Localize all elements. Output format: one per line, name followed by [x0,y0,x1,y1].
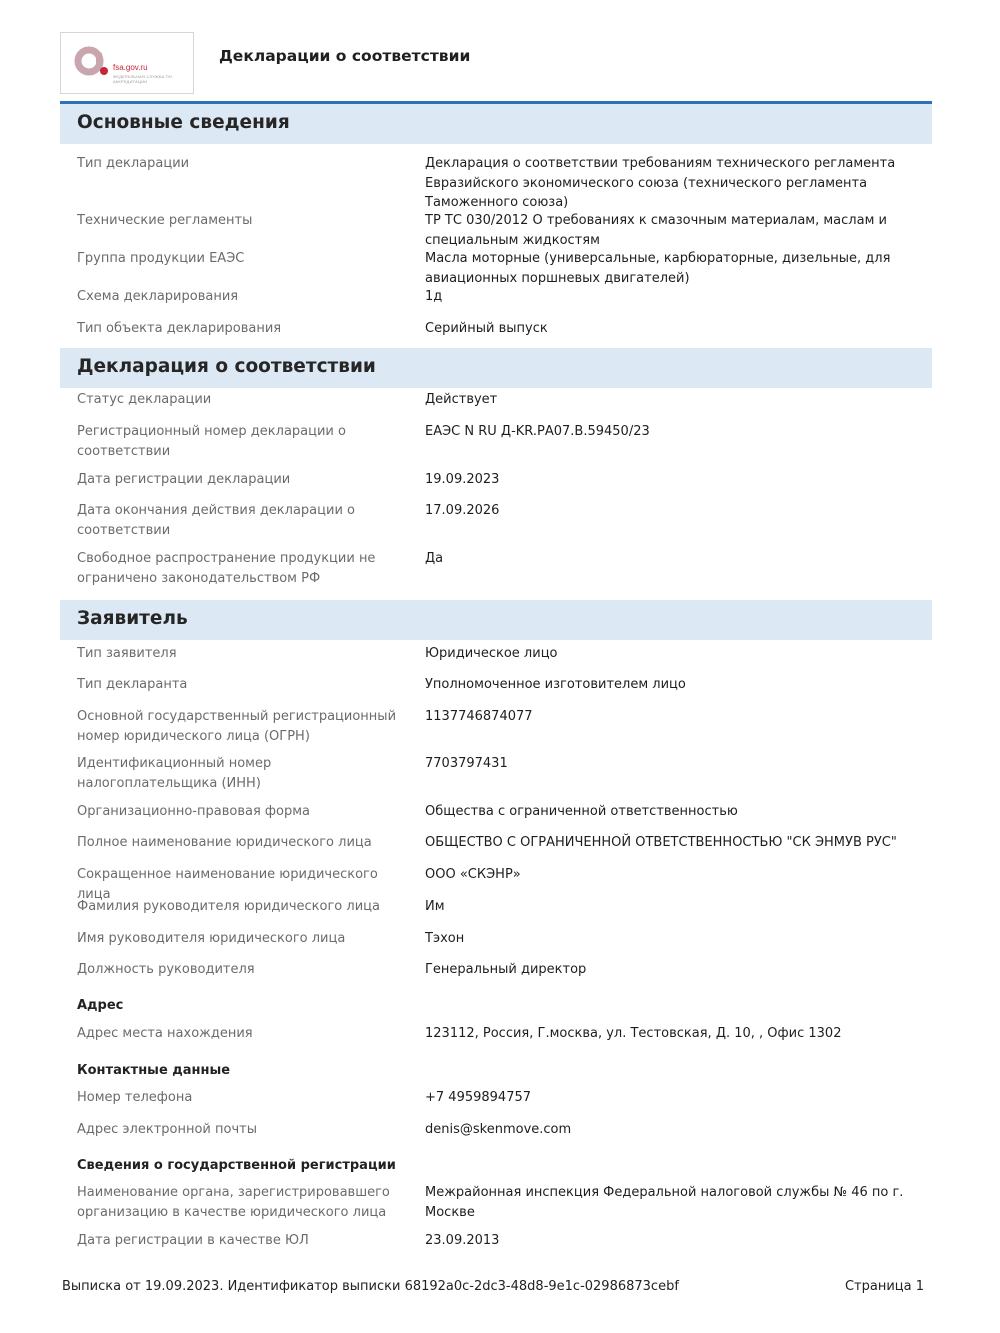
field-label: Схема декларирования [77,289,239,304]
logo-tagline: ФЕДЕРАЛЬНАЯ СЛУЖБА ПО АККРЕДИТАЦИИ [113,74,173,84]
field-label: Группа продукции ЕАЭС [77,251,245,266]
field-label: Свободное распространение продукции не ограничено законодательством РФ [77,551,376,586]
field-label: Тип заявителя [77,646,177,661]
field-label: Номер телефона [77,1090,193,1105]
field-label: Дата регистрации в качестве ЮЛ [77,1233,309,1248]
field-value: ТР ТС 030/2012 О требованиях к смазочным материалам, маслам и специальным жидкостям [425,213,887,248]
section-applicant-title: Заявитель [60,600,932,640]
email-value: denis@skenmove.com [425,1122,572,1137]
field-label: Адрес электронной почты [77,1122,257,1137]
field-label: Идентификационный номер налогоплательщика (ИНН) [77,756,272,791]
address-heading: Адрес [77,998,124,1013]
footer-page-number: Страница 1 [844,1279,924,1294]
field-label: Наименование органа, зарегистрировавшего организацию в качестве юридического лица [77,1185,390,1220]
field-value: 23.09.2013 [425,1233,500,1248]
field-value: Декларация о соответствии требованиям технического регламента Евразийского экономического союза (технического регламента Таможенного союза) [425,156,896,210]
field-value: Им [425,899,445,914]
field-label: Дата регистрации декларации [77,472,291,487]
status-value: Действует [425,392,498,407]
fsa-logo-icon [71,41,111,81]
field-value: 1д [425,289,443,304]
field-value: Уполномоченное изготовителем лицо [425,677,686,692]
field-label: Статус декларации [77,392,212,407]
field-value: Масла моторные (универсальные, карбюраторные, дизельные, для авиационных поршневых двигателей) [425,251,891,286]
contacts-heading: Контактные данные [77,1063,231,1078]
field-label: Тип декларации [77,156,190,171]
field-label: Адрес места нахождения [77,1026,253,1041]
field-value: Да [425,551,444,566]
field-label: Полное наименование юридического лица [77,835,372,850]
field-value: Юридическое лицо [425,646,558,661]
document-header [60,32,932,104]
field-value: 7703797431 [425,756,508,771]
field-value: Межрайонная инспекция Федеральной налоговой службы № 46 по г. Москве [425,1185,904,1220]
field-value: Генеральный директор [425,962,587,977]
field-label: Тип объекта декларирования [77,321,282,336]
field-value: 19.09.2023 [425,472,500,487]
field-label: Фамилия руководителя юридического лица [77,899,380,914]
field-value: ОБЩЕСТВО С ОГРАНИЧЕННОЙ ОТВЕТСТВЕННОСТЬЮ "СК ЭНМУВ РУС" [425,835,897,850]
field-value: ЕАЭС N RU Д-KR.РА07.В.59450/23 [425,424,650,439]
document-title: Декларации о соответствии [219,47,471,65]
fsa-logo [60,32,194,94]
phone-value: +7 4959894757 [425,1090,532,1105]
logo-domain: fsa.gov.ru [113,63,148,72]
field-value: 17.09.2026 [425,503,500,518]
field-label: Должность руководителя [77,962,255,977]
field-label: Дата окончания действия декларации о соответствии [77,503,355,538]
field-value: Общества с ограниченной ответственностью [425,804,738,819]
field-label: Сокращенное наименование юридического лица [77,867,378,902]
field-label: Основной государственный регистрационный номер юридического лица (ОГРН) [77,709,397,744]
section-declaration-title: Декларация о соответствии [60,348,932,388]
footer-extract-id: Выписка от 19.09.2023. Идентификатор выписки 68192a0c-2dc3-48d8-9e1c-02986873cebf [62,1279,679,1294]
field-label: Тип декларанта [77,677,188,692]
section-basic-title: Основные сведения [60,104,932,144]
field-label: Регистрационный номер декларации о соответствии [77,424,346,459]
field-label: Имя руководителя юридического лица [77,931,346,946]
field-value: Серийный выпуск [425,321,548,336]
field-value: 123112, Россия, Г.москва, ул. Тестовская, Д. 10, , Офис 1302 [425,1026,842,1041]
field-label: Организационно-правовая форма [77,804,311,819]
field-value: 1137746874077 [425,709,533,724]
field-value: ООО «СКЭНР» [425,867,521,882]
field-value: Тэхон [425,931,465,946]
field-label: Технические регламенты [77,213,253,228]
registration-heading: Сведения о государственной регистрации [77,1158,396,1173]
